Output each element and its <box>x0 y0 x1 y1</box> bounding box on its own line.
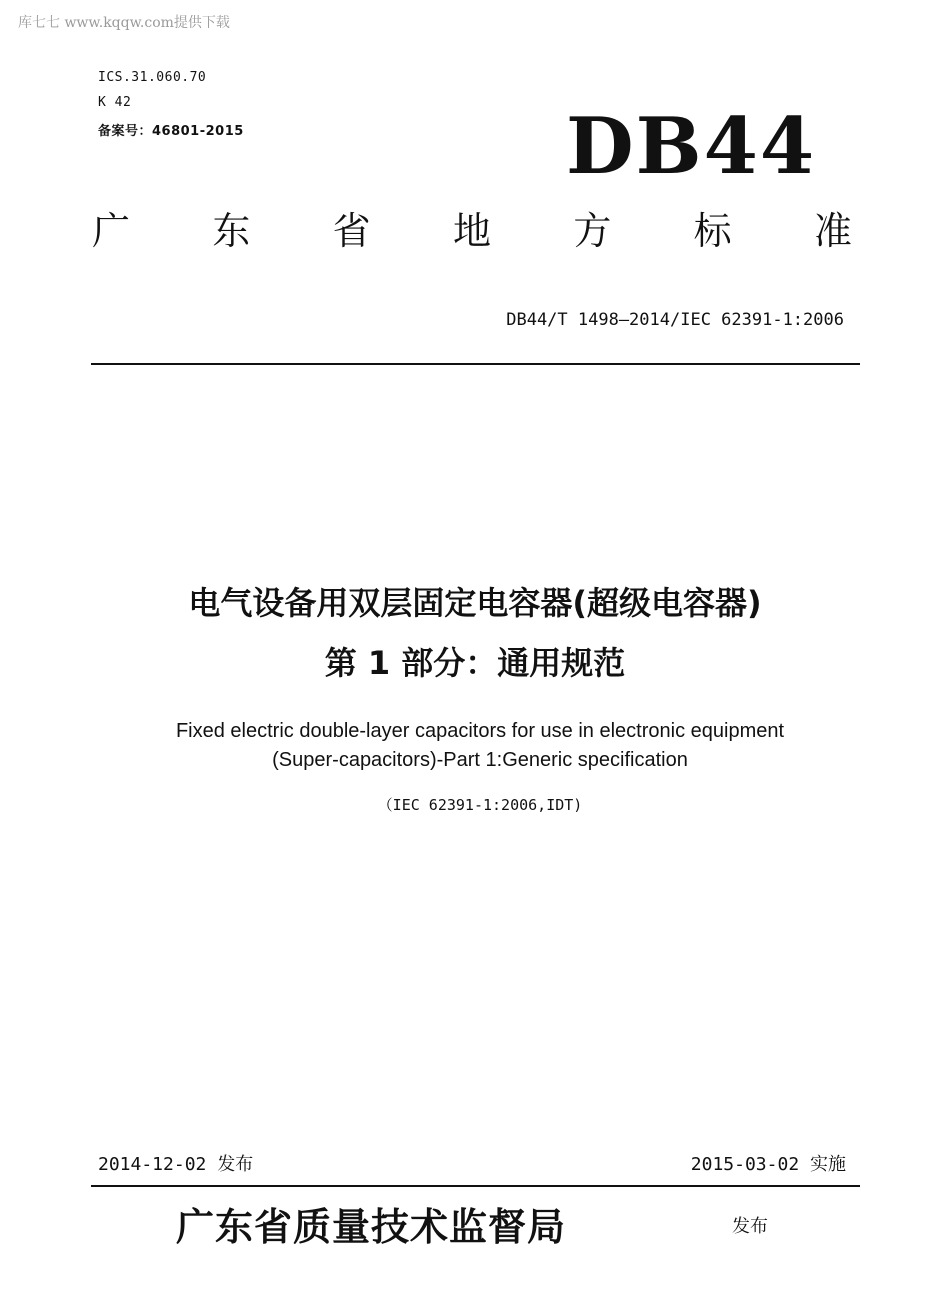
release-date: 2014-12-02 发布 <box>98 1154 254 1175</box>
issuer-name: 广东省质量技术监督局 <box>176 1204 567 1249</box>
db44-logo: DB44 <box>566 101 817 192</box>
standard-type-char: 广 <box>92 209 131 253</box>
bottom-divider <box>91 1185 860 1187</box>
ccs-code: K 42 <box>98 95 132 110</box>
standard-type-char: 准 <box>813 209 852 253</box>
top-divider <box>91 363 860 365</box>
standard-type-char: 省 <box>332 209 371 253</box>
implement-date: 2015-03-02 实施 <box>690 1154 846 1175</box>
issue-label: 发布 <box>732 1216 768 1237</box>
standard-type-heading <box>92 209 852 253</box>
ics-code: ICS.31.060.70 <box>98 70 207 85</box>
adoption-note: （IEC 62391-1:2006,IDT) <box>377 796 583 814</box>
title-en-line2: (Super-capacitors)-Part 1:Generic specification <box>272 749 688 771</box>
standard-number: DB44/T 1498—2014/IEC 62391-1:2006 <box>506 310 844 330</box>
title-cn-line2: 第 1 部分：通用规范 <box>324 644 626 682</box>
standard-type-char: 地 <box>452 209 491 253</box>
standard-type-char: 方 <box>573 209 612 253</box>
filing-number: 备案号：46801-2015 <box>98 124 244 139</box>
standard-type-char: 东 <box>212 209 251 253</box>
title-en-line1: Fixed electric double-layer capacitors for use in electronic equipment <box>175 720 785 742</box>
watermark-text: 库七七 www.kqqw.com提供下载 <box>18 15 230 31</box>
standard-type-char: 标 <box>693 209 732 253</box>
title-cn-line1: 电气设备用双层固定电容器(超级电容器) <box>188 584 762 622</box>
